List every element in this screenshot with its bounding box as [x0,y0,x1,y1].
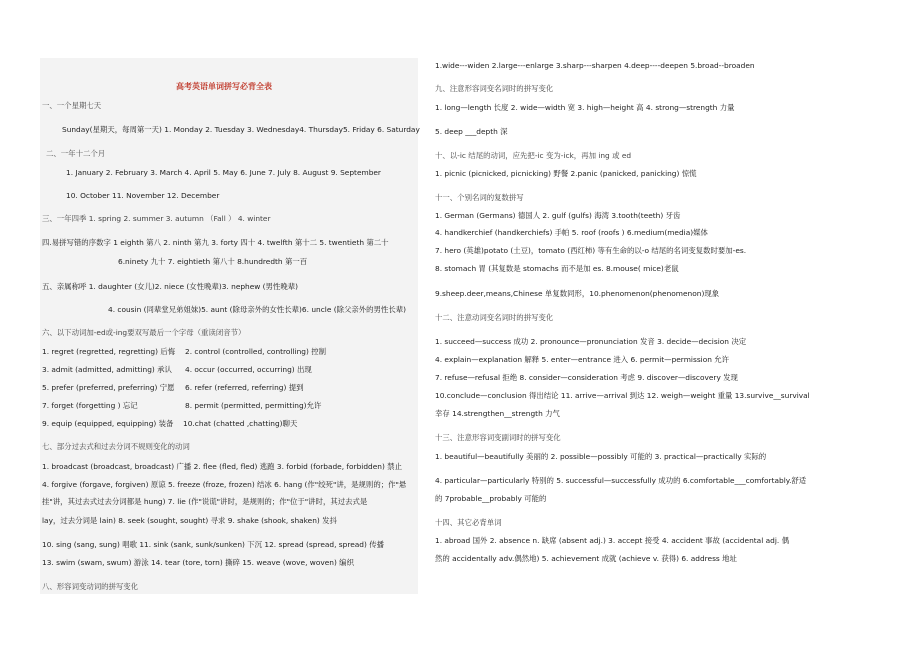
text-line: 1. picnic (picnicked, picnicking) 野餐 2.panic (panicked, panicking) 惊慌 [435,169,697,178]
text-line: 6. refer (referred, referring) 提到 [185,383,304,392]
text-line: 1. abroad 国外 2. absence n. 缺席 (absent adj.) 3. accept 接受 4. accident 事故 (accidental adj. 偶 [435,536,789,545]
text-line: 1. succeed—success 成功 2. pronounce—pronunciation 发音 3. decide—decision 决定 [435,337,747,346]
text-line: 5. prefer (preferred, preferring) 宁愿 [42,383,175,392]
text-line: 7. hero (英雄)potato (土豆)，tomato (西红柿) 等有生命的以-o 结尾的名词变复数时要加-es. [435,246,747,255]
text-line: 8. stomach 胃 (其复数是 stomachs 而不是加 es. 8.mouse( mice)老鼠 [435,264,679,273]
text-line: 7. forget (forgetting ) 忘记 [42,401,138,410]
text-line: 7. refuse—refusal 拒绝 8. consider—consideration 考虑 9. discover—discovery 发现 [435,373,738,382]
text-line: 3. admit (admitted, admitting) 承认 [42,365,172,374]
text-line: 四.易拼写错的序数字 1 eighth 第八 2. ninth 第九 3. forty 四十 4. twelfth 第十二 5. twentieth 第二十 [42,238,389,247]
text-line: 9. equip (equipped, equipping) 装备 [42,419,174,428]
text-line: 五、亲属称呼 1. daughter (女儿)2. niece (女性晚辈)3. nephew (男性晚辈) [42,282,299,291]
text-line: 4. forgive (forgave, forgiven) 原谅 5. freeze (froze, frozen) 结冰 6. hang (作"绞死"讲，是规则的；作"悬 [42,480,407,489]
text-line: 10. sing (sang, sung) 唱歌 11. sink (sank, sunk/sunken) 下沉 12. spread (spread, spread) 传播 [42,540,385,549]
text-line: 1. broadcast (broadcast, broadcast) 广播 2. flee (fled, fled) 逃跑 3. forbid (forbade, forbidden) 禁止 [42,462,402,471]
text-line: 1. regret (regretted, regretting) 后悔 [42,347,176,356]
text-line: 4. handkerchief (handkerchiefs) 手帕 5. roof (roofs ) 6.medium(media)媒体 [435,228,708,237]
text-line: 4. particular—particularly 特别的 5. successful—successfully 成功的 6.comfortable___comfortably.舒适 [435,476,807,485]
section-heading: 六、以下动词加-ed或-ing要双写最后一个字母（重读闭音节） [42,328,246,337]
text-line: 4. explain—explanation 解释 5. enter—entrance 进入 6. permit—permission 允许 [435,355,730,364]
text-line: 4. cousin (同辈堂兄弟姐妹)5. aunt (除母亲外的女性长辈)6. uncle (除父亲外的男性长辈) [108,305,407,314]
text-line: 6.ninety 九十 7. eightieth 第八十 8.hundredth 第一百 [118,257,308,266]
text-line: lay，过去分词是 lain) 8. seek (sought, sought) 寻求 9. shake (shook, shaken) 发抖 [42,516,337,525]
section-heading: 九、注意形容词变名词时的拼写变化 [435,84,554,93]
text-line: 1. beautiful—beautifully 美丽的 2. possible—possibly 可能的 3. practical—practically 实际的 [435,452,767,461]
document-title: 高考英语单词拼写必背全表 [176,82,272,91]
section-heading: 十二、注意动词变名词时的拼写变化 [435,313,554,322]
text-line: 2. control (controlled, controlling) 控制 [185,347,326,356]
section-heading: 八、形容词变动词的拼写变化 [42,582,139,591]
section-heading: 十一、个别名词的复数拼写 [435,193,524,202]
section-heading: 十四、其它必背单词 [435,518,502,527]
section-heading: 十、以-ic 结尾的动词，应先把-ic 变为-ick，再加 ing 或 ed [435,151,632,160]
text-line: 1. German (Germans) 德国人 2. gulf (gulfs) 海湾 3.tooth(teeth) 牙齿 [435,211,681,220]
text-line: 10.conclude—conclusion 得出结论 11. arrive—arrival 到达 12. weigh—weight 重量 13.survive__survival [435,391,810,400]
text-line: 的 7probable__probably 可能的 [435,494,547,503]
text-line: Sunday(星期天，每周第一天) 1. Monday 2. Tuesday 3. Wednesday4. Thursday5. Friday 6. Saturday [62,125,420,134]
text-line: 1. long—length 长度 2. wide—width 宽 3. high—height 高 4. strong—strength 力量 [435,103,735,112]
text-line: 4. occur (occurred, occurring) 出现 [185,365,312,374]
text-line: 8. permit (permitted, permitting)允许 [185,401,322,410]
text-line: 1. January 2. February 3. March 4. April 5. May 6. June 7. July 8. August 9. September [66,168,381,177]
text-line: 10. October 11. November 12. December [66,191,220,200]
text-line: 9.sheep.deer,means,Chinese 单复数同形，10.phenomenon(phenomenon)现象 [435,289,720,298]
text-line: 10.chat (chatted ,chatting)聊天 [183,419,298,428]
section-heading: 三、一年四季 1. spring 2. summer 3. autumn （Fall ） 4. winter [42,214,271,223]
text-line: 挂"讲，其过去式过去分词都是 hung) 7. lie (作"说谎"讲时，是规则的；作"位于"讲时，其过去式是 [42,497,368,506]
text-line: 1.wide---widen 2.large---enlarge 3.sharp---sharpen 4.deep----deepen 5.broad--broaden [435,61,755,70]
text-line: 13. swim (swam, swum) 游泳 14. tear (tore, torn) 撕碎 15. weave (wove, woven) 编织 [42,558,354,567]
section-heading: 十三、注意形容词变副词时的拼写变化 [435,433,561,442]
left-page-background [40,58,418,594]
section-heading: 一、一个星期七天 [42,101,102,110]
text-line: 5. deep ___depth 深 [435,127,508,136]
text-line: 然的 accidentally adv.偶然地) 5. achievement 成就 (achieve v. 获得) 6. address 地址 [435,554,737,563]
section-heading: 七、部分过去式和过去分词不规则变化的动词 [42,442,190,451]
section-heading: 二、一年十二个月 [46,149,106,158]
text-line: 幸存 14.strengthen__strength 力气 [435,409,560,418]
